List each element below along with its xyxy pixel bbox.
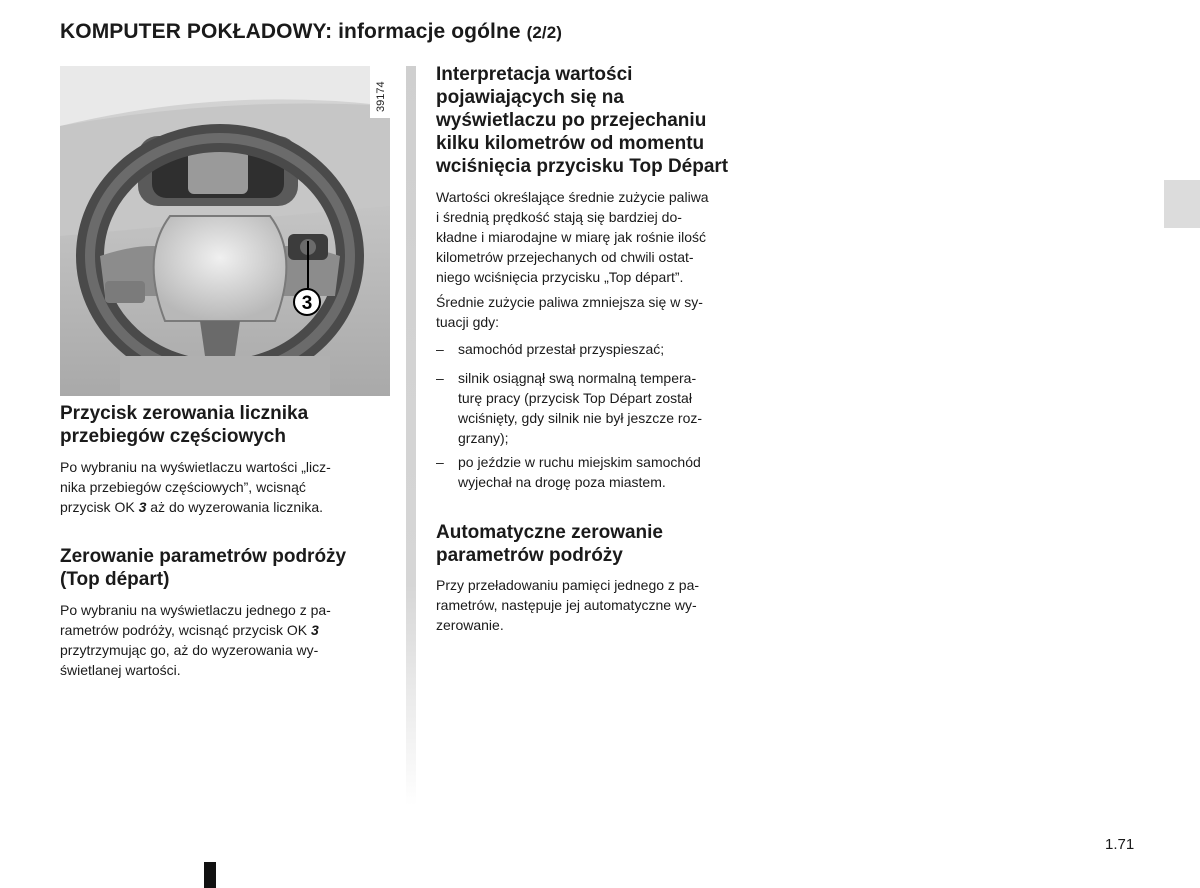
text-line: kilometrów przejechanych od chwili ostat- xyxy=(436,249,694,265)
column-divider xyxy=(406,66,416,806)
text-line: Średnie zużycie paliwa zmniejsza się w sy- xyxy=(436,294,703,310)
heading-line: Interpretacja wartości xyxy=(436,64,633,85)
button-ref: 3 xyxy=(311,622,319,638)
page-part-indicator: (2/2) xyxy=(526,23,563,42)
list-item xyxy=(436,452,765,492)
bullet-dash: – xyxy=(436,341,444,357)
text-line: rametrów podróży, wcisnąć przycisk OK xyxy=(60,622,312,638)
interpretation-paragraph xyxy=(436,187,765,287)
heading-auto-reset xyxy=(436,521,663,567)
text-line: wyjechał na drogę poza miastem. xyxy=(458,474,666,490)
text-line: grzany); xyxy=(458,430,509,446)
text-line: nika przebiegów częściowych”, wcisnąć xyxy=(60,479,306,495)
heading-line: wciśnięcia przycisku Top Départ xyxy=(436,156,729,177)
page-title xyxy=(60,20,562,44)
crop-mark xyxy=(204,862,216,888)
trip-reset-paragraph xyxy=(60,457,391,517)
chapter-tab-marker xyxy=(1164,180,1200,228)
fuel-consumption-paragraph xyxy=(436,292,765,332)
text-line: i średnią prędkość stają się bardziej do- xyxy=(436,209,682,225)
heading-line: kilku kilometrów od momentu xyxy=(436,133,705,154)
text-line: kładne i miarodajne w miarę jak rośnie ilość xyxy=(436,229,707,245)
page-title-text: KOMPUTER POKŁADOWY: informacje ogólne xyxy=(60,20,521,43)
text-line: wciśnięty, gdy silnik nie był jeszcze roz- xyxy=(458,410,703,426)
heading-line: wyświetlaczu po przejechaniu xyxy=(436,110,707,131)
steering-wheel-photo xyxy=(60,66,390,396)
heading-trip-reset-button xyxy=(60,402,308,448)
button-ref: 3 xyxy=(138,499,147,515)
text-line: niego wciśnięcia przycisku „Top départ”. xyxy=(436,269,684,285)
text-line: po jeździe w ruchu miejskim samochód xyxy=(458,454,701,470)
text-line: zerowanie. xyxy=(436,617,504,633)
text-line: Wartości określające średnie zużycie paliwa xyxy=(436,189,709,205)
callout-number: 3 xyxy=(301,293,313,314)
text-line: przytrzymując go, aż do wyzerowania wy- xyxy=(60,642,319,658)
heading-line: przebiegów częściowych xyxy=(60,426,286,447)
heading-trip-params-reset xyxy=(60,545,346,591)
text-line: Po wybraniu na wyświetlaczu jednego z pa- xyxy=(60,602,331,618)
heading-line: Automatyczne zerowanie xyxy=(436,522,663,543)
text-line: samochód przestał przyspieszać; xyxy=(458,341,665,357)
text-line: Przy przeładowaniu pamięci jednego z pa- xyxy=(436,577,700,593)
text-line: przycisk OK xyxy=(60,499,139,515)
bullet-dash: – xyxy=(436,370,444,386)
auto-reset-paragraph xyxy=(436,575,765,635)
heading-value-interpretation xyxy=(436,63,728,178)
list-item xyxy=(436,368,765,448)
text-line: turę pracy (przycisk Top Départ został xyxy=(458,390,692,406)
heading-line: Przycisk zerowania licznika xyxy=(60,403,309,424)
text-line: świetlanej wartości. xyxy=(60,662,181,678)
bullet-dash: – xyxy=(436,454,444,470)
heading-line: Zerowanie parametrów podróży xyxy=(60,546,347,567)
text-line: tuacji gdy: xyxy=(436,314,500,330)
text-line: rametrów, następuje jej automatyczne wy- xyxy=(436,597,697,613)
text-line: Po wybraniu na wyświetlaczu wartości „licz- xyxy=(60,459,331,475)
heading-line: (Top départ) xyxy=(60,569,170,590)
text-line: aż do wyzerowania licznika. xyxy=(146,499,324,515)
trip-params-paragraph xyxy=(60,600,391,680)
list-item xyxy=(436,339,765,359)
figure-code: 39174 xyxy=(375,81,387,112)
heading-line: pojawiających się na xyxy=(436,87,624,108)
heading-line: parametrów podróży xyxy=(436,545,623,566)
page-number: 1.71 xyxy=(1105,836,1135,853)
text-line: silnik osiągnął swą normalną tempera- xyxy=(458,370,697,386)
